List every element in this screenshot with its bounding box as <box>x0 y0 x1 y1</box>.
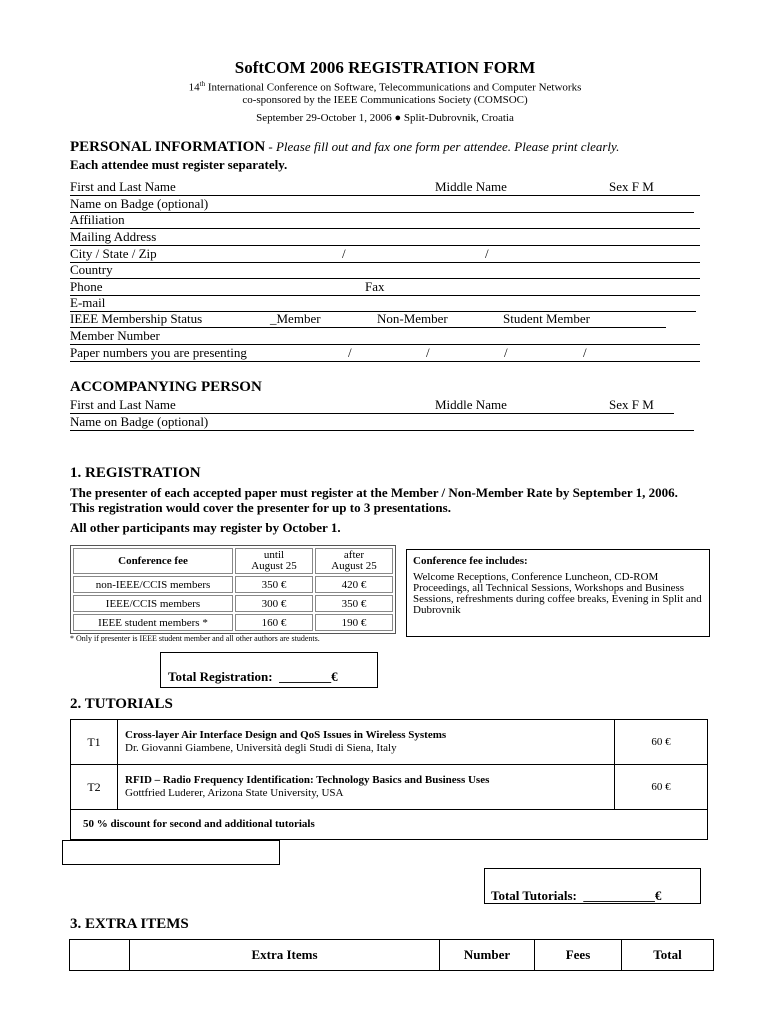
city-label: City / State / Zip <box>70 246 157 261</box>
fees-header: Fees <box>535 940 622 971</box>
mailing-address-field[interactable] <box>70 229 700 246</box>
conference-line <box>0 80 770 94</box>
tutorial-fee: 60 € <box>615 765 708 810</box>
total-header: Total <box>622 940 714 971</box>
phone-label: Phone <box>70 279 103 294</box>
badge-label: Name on Badge (optional) <box>70 196 209 211</box>
paper-slash-3: / <box>504 345 508 360</box>
row-after: 350 € <box>315 595 393 612</box>
date-place-line: September 29-October 1, 2006 ● Split-Dubrovnik, Croatia <box>256 112 514 124</box>
tutorial-title: Cross-layer Air Interface Design and QoS Issues in Wireless Systems <box>125 729 447 741</box>
total-registration-box[interactable] <box>160 652 378 688</box>
acc-middle-label: Middle Name <box>435 397 507 412</box>
row-label: IEEE student members * <box>73 614 233 631</box>
after-date: August 25 <box>331 560 377 572</box>
accompanying-name-field[interactable] <box>70 397 674 414</box>
row-label: non-IEEE/CCIS members <box>73 576 233 593</box>
affiliation-field[interactable] <box>70 212 700 229</box>
includes-text: Welcome Receptions, Conference Luncheon, CD-ROM Proceedings, all Technical Sessions, Workshops and Business Sessions, refreshments during coffee breaks, Evening in Split and Dubrovnik <box>413 571 702 616</box>
fax-label: Fax <box>365 279 385 294</box>
cosponsor-line: co-sponsored by the IEEE Communications Society (COMSOC) <box>242 94 528 106</box>
paper-slash-1: / <box>348 345 352 360</box>
member-number-field[interactable] <box>70 328 700 345</box>
tutorial-presenter: Gottfried Luderer, Arizona State University, USA <box>125 787 344 799</box>
ieee-status-field[interactable] <box>70 311 666 328</box>
table-row <box>73 595 393 612</box>
tutorial-row[interactable] <box>71 765 708 810</box>
after-word: after <box>343 549 365 561</box>
tutorial-info <box>118 720 615 765</box>
badge-name-field[interactable] <box>70 196 694 213</box>
accompanying-heading: ACCOMPANYING PERSON <box>70 379 262 395</box>
paper-numbers-label: Paper numbers you are presenting <box>70 345 247 360</box>
row-until: 350 € <box>235 576 313 593</box>
paper-numbers-field[interactable] <box>70 345 700 362</box>
member-number-label: Member Number <box>70 328 160 343</box>
extra-heading: 3. EXTRA ITEMS <box>70 916 189 932</box>
member-option[interactable]: _Member <box>270 311 321 326</box>
tutorial-extra-box[interactable] <box>62 840 280 865</box>
tutorial-row[interactable] <box>71 720 708 765</box>
row-after: 420 € <box>315 576 393 593</box>
total-reg-blank: ________€ <box>279 669 338 684</box>
personal-note: Each attendee must register separately. <box>70 157 288 172</box>
city-state-zip-field[interactable] <box>70 246 700 263</box>
mailing-label: Mailing Address <box>70 229 157 244</box>
total-tutorials-label <box>491 888 661 904</box>
registration-paragraph: The presenter of each accepted paper must register at the Member / Non-Member Rate by September 1, 2006. This registration would cover the presenter for up to 3 presentations. <box>70 485 678 515</box>
first-last-name-field[interactable] <box>70 179 700 196</box>
tutorial-info <box>118 765 615 810</box>
personal-heading-row <box>70 139 619 156</box>
total-tutorials-box[interactable] <box>484 868 701 904</box>
tutorial-discount-row <box>71 810 708 840</box>
acc-badge-label: Name on Badge (optional) <box>70 414 209 429</box>
form-title: SoftCOM 2006 REGISTRATION FORM <box>234 58 536 77</box>
email-label: E-mail <box>70 295 106 310</box>
tutorial-code: T1 <box>71 720 118 765</box>
after-header <box>315 548 393 574</box>
tutorial-presenter: Dr. Giovanni Giambene, Università degli Studi di Siena, Italy <box>125 742 397 754</box>
country-label: Country <box>70 262 113 277</box>
personal-heading: PERSONAL INFORMATION <box>70 139 266 155</box>
tutorial-title: RFID – Radio Frequency Identification: Technology Basics and Business Uses <box>125 774 490 786</box>
row-after: 190 € <box>315 614 393 631</box>
non-member-option[interactable]: Non-Member <box>377 311 448 326</box>
until-header <box>235 548 313 574</box>
discount-note: 50 % discount for second and additional tutorials <box>71 810 708 840</box>
fee-includes-box <box>406 549 710 637</box>
total-tut-blank: ___________€ <box>583 888 662 903</box>
extra-items-table <box>69 939 714 971</box>
email-field[interactable] <box>70 295 696 312</box>
sex-label: Sex F M <box>609 179 654 194</box>
acc-sex-label: Sex F M <box>609 397 654 412</box>
phone-fax-field[interactable] <box>70 279 700 296</box>
conference-fee-table <box>70 545 396 634</box>
ieee-status-label: IEEE Membership Status <box>70 311 203 326</box>
paper-slash-2: / <box>426 345 430 360</box>
accompanying-badge-field[interactable] <box>70 414 694 431</box>
fee-footnote: * Only if presenter is IEEE student member and all other authors are students. <box>70 634 320 643</box>
paper-slash-4: / <box>583 345 587 360</box>
conf-number: 14 <box>188 81 200 94</box>
registration-other: All other participants may register by October 1. <box>70 520 341 535</box>
row-until: 160 € <box>235 614 313 631</box>
registration-heading: 1. REGISTRATION <box>70 465 201 481</box>
table-row <box>73 576 393 593</box>
acc-first-last-label: First and Last Name <box>70 397 176 412</box>
until-date: August 25 <box>251 560 297 572</box>
slash-1: / <box>342 246 346 261</box>
until-word: until <box>263 549 285 561</box>
first-last-label: First and Last Name <box>70 179 176 194</box>
fee-header: Conference fee <box>73 548 233 574</box>
extra-items-header: Extra Items <box>130 940 440 971</box>
number-header: Number <box>440 940 535 971</box>
tutorial-fee: 60 € <box>615 720 708 765</box>
country-field[interactable] <box>70 262 700 279</box>
tutorials-heading: 2. TUTORIALS <box>70 696 173 712</box>
affiliation-label: Affiliation <box>70 212 125 227</box>
tutorial-code: T2 <box>71 765 118 810</box>
table-row <box>73 614 393 631</box>
row-label: IEEE/CCIS members <box>73 595 233 612</box>
conf-name: International Conference on Software, Telecommunications and Computer Networks <box>205 81 582 94</box>
conf-ordinal: th <box>199 80 206 88</box>
row-until: 300 € <box>235 595 313 612</box>
includes-title: Conference fee includes: <box>413 555 528 567</box>
slash-2: / <box>485 246 489 261</box>
extra-blank-col <box>70 940 130 971</box>
total-reg-text: Total Registration: <box>168 669 273 684</box>
middle-name-label: Middle Name <box>435 179 507 194</box>
student-member-option[interactable]: Student Member <box>503 311 591 326</box>
personal-instruction: - Please fill out and fax one form per attendee. Please print clearly. <box>265 139 620 154</box>
total-tut-text: Total Tutorials: <box>491 888 577 903</box>
tutorials-table <box>70 719 708 840</box>
total-registration-label <box>168 669 338 685</box>
